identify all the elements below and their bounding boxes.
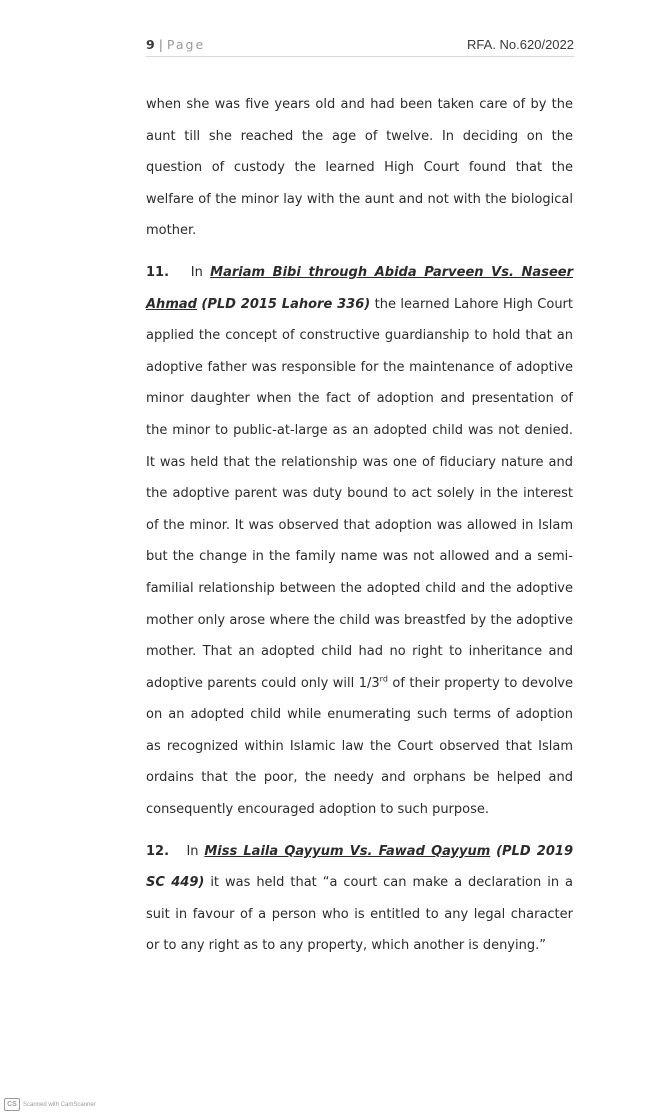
case-citation: (PLD 2015 Lahore 336) [201, 296, 371, 312]
paragraph-text: it was held that “a court can make a declaration in a suit in favour of a person who is entitled to any legal character or to any right as to any property, which another is denying.” [146, 875, 573, 954]
paragraph-12 [146, 836, 573, 962]
paragraph-intro: In [190, 264, 203, 280]
case-number: RFA. No.620/2022 [467, 37, 574, 52]
paragraph-number: 11. [146, 264, 170, 280]
case-name: Mariam Bibi through Abida Parveen Vs. Naseer Ahmad [146, 264, 573, 312]
paragraph-11 [146, 257, 573, 826]
continuation-paragraph: when she was five years old and had been taken care of by the aunt till she reached the age of twelve. In deciding on the question of custody the learned High Court found that the welfare of the minor lay with the aunt and not with the biological mother. [146, 97, 573, 239]
case-citation: (PLD 2019 SC 449) [146, 843, 573, 891]
scanner-text: Scanned with CamScanner [23, 1101, 96, 1108]
page-header [146, 37, 574, 57]
scanner-watermark [4, 1098, 96, 1111]
page-number: 9 [146, 37, 155, 52]
document-body [146, 89, 573, 962]
paragraph-text-continued: of their property to devolve on an adopted child while enumerating such terms of adoption as recognized within Islamic law the Court observed that Islam ordains that the poor, the needy and orphans be helped and consequently encouraged adoption to such purpose. [146, 675, 573, 818]
paragraph-intro: In [186, 843, 199, 859]
ordinal-superscript: rd [379, 674, 388, 684]
paragraph-number: 12. [146, 843, 170, 859]
header-divider [146, 56, 574, 57]
page-word: Page [166, 37, 206, 52]
paragraph-text: the learned Lahore High Court applied the concept of constructive guardianship to hold that an adoptive father was responsible for the maintenance of adoptive minor daughter when the fact of adoption and presentation of the minor to public-at-large as an adopted child was not denied. It was held that the relationship was one of fiduciary nature and the adoptive parent was duty bound to act solely in the interest of the minor. It was observed that adoption was allowed in Islam but the change in the family name was not allowed and a semi-familial relationship between the adopted child and the adoptive mother only arose where the child was breastfed by the adoptive mother. That an adopted child had no right to inheritance and adoptive parents could only will 1/3 [146, 296, 573, 691]
camscanner-logo-icon: CS [4, 1098, 20, 1111]
case-name: Miss Laila Qayyum Vs. Fawad Qayyum [204, 843, 491, 859]
page-separator: | [158, 37, 163, 52]
